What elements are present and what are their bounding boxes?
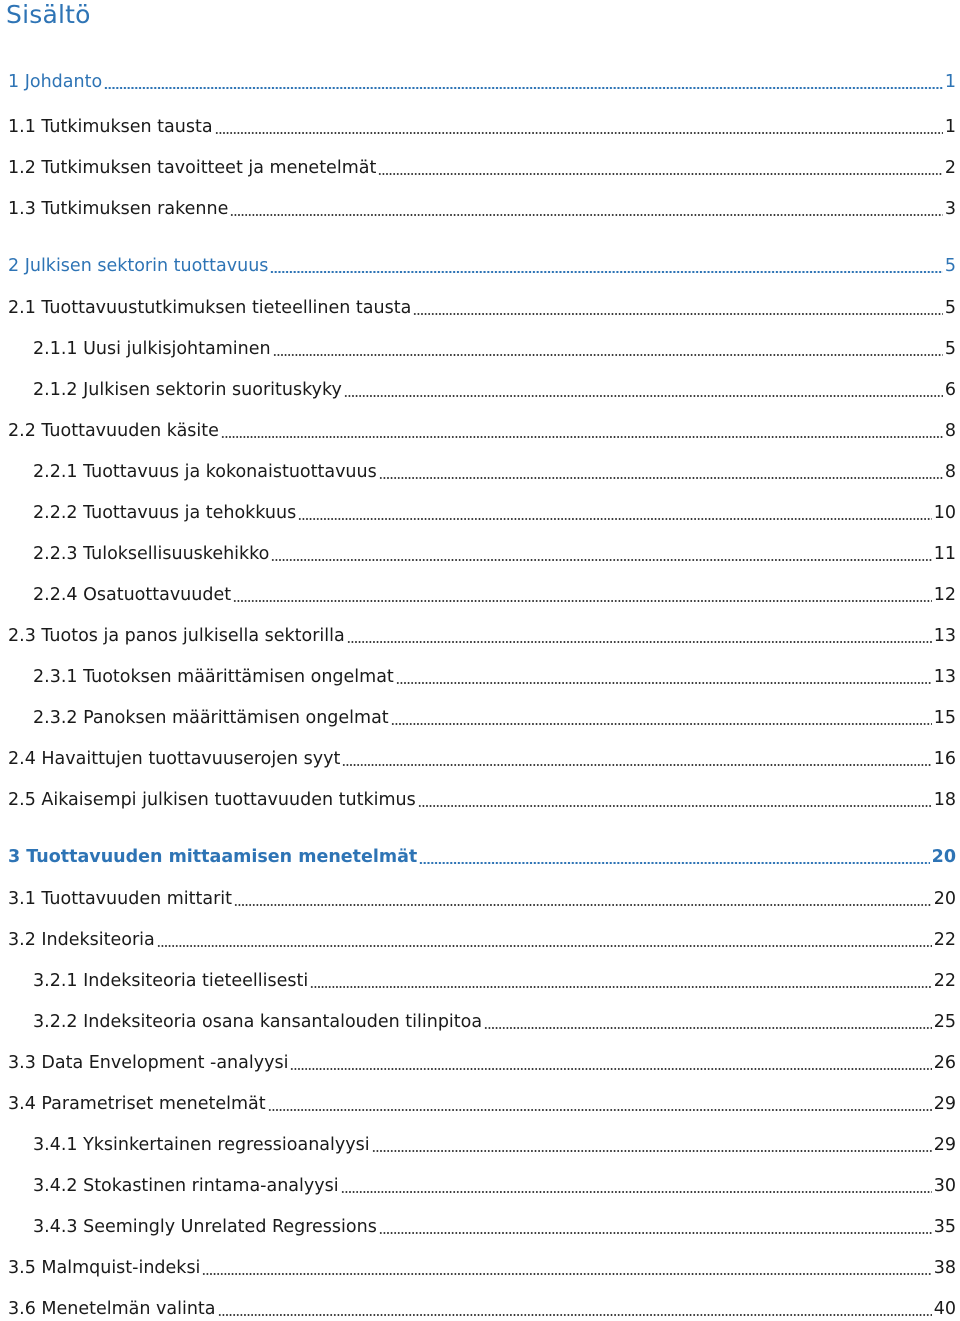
- dot-leader: [298, 518, 932, 520]
- dot-leader: [418, 805, 932, 807]
- toc-entry[interactable]: [8, 1092, 956, 1116]
- dot-leader: [271, 559, 931, 561]
- toc-entry-page-number: 5: [944, 298, 956, 318]
- toc-entry-page-number: 22: [933, 971, 956, 991]
- toc-entry-page-number: 5: [944, 256, 956, 276]
- toc-entry-label: 3 Tuottavuuden mittaamisen menetelmät: [8, 847, 418, 867]
- toc-entry-label: 3.4.2 Stokastinen rintama-analyysi: [33, 1176, 339, 1196]
- dot-leader: [270, 271, 942, 273]
- dot-leader: [419, 862, 929, 864]
- toc-entry-label: 1.3 Tutkimuksen rakenne: [8, 199, 229, 219]
- toc-entry-label: 2.1.1 Uusi julkisjohtaminen: [33, 339, 271, 359]
- toc-entry[interactable]: [8, 115, 956, 139]
- dot-leader: [484, 1027, 932, 1029]
- toc-entry[interactable]: [8, 788, 956, 812]
- toc-entry-page-number: 20: [931, 847, 956, 867]
- toc-entry[interactable]: [8, 845, 956, 869]
- dot-leader: [379, 1232, 932, 1234]
- dot-leader: [218, 1314, 932, 1316]
- toc-entry-label: 3.2.1 Indeksiteoria tieteellisesti: [33, 971, 309, 991]
- toc-entry-page-number: 16: [933, 749, 956, 769]
- toc-entry-page-number: 8: [944, 462, 956, 482]
- toc-entry-page-number: 35: [933, 1217, 956, 1237]
- toc-entry[interactable]: [33, 1133, 956, 1157]
- toc-entry-page-number: 12: [933, 585, 956, 605]
- toc-entry[interactable]: [8, 296, 956, 320]
- toc-entry[interactable]: [8, 419, 956, 443]
- toc-entry[interactable]: [33, 1174, 956, 1198]
- toc-entry-page-number: 29: [933, 1094, 956, 1114]
- toc-entry-label: 2.2.2 Tuottavuus ja tehokkuus: [33, 503, 297, 523]
- toc-entry-label: 3.4.3 Seemingly Unrelated Regressions: [33, 1217, 377, 1237]
- toc-entry[interactable]: [33, 501, 956, 525]
- toc-entry-page-number: 15: [933, 708, 956, 728]
- toc-entry-page-number: 25: [933, 1012, 956, 1032]
- toc-entry[interactable]: [33, 542, 956, 566]
- toc-entry[interactable]: [33, 337, 956, 361]
- dot-leader: [342, 764, 931, 766]
- dot-leader: [344, 395, 943, 397]
- dot-leader: [310, 986, 932, 988]
- toc-entry-label: 3.6 Menetelmän valinta: [8, 1299, 216, 1319]
- toc-entry-label: 2.3.1 Tuotoksen määrittämisen ongelmat: [33, 667, 394, 687]
- toc-entry-page-number: 38: [933, 1258, 956, 1278]
- toc-entry-page-number: 3: [944, 199, 956, 219]
- toc-entry-label: 2.2.4 Osatuottavuudet: [33, 585, 232, 605]
- toc-entry-page-number: 13: [933, 667, 956, 687]
- toc-entry[interactable]: [8, 747, 956, 771]
- toc-entry-page-number: 22: [933, 930, 956, 950]
- dot-leader: [290, 1068, 931, 1070]
- toc-entry[interactable]: [33, 460, 956, 484]
- dot-leader: [104, 87, 943, 89]
- toc-entry-label: 3.3 Data Envelopment -analyysi: [8, 1053, 289, 1073]
- dot-leader: [396, 682, 932, 684]
- toc-entry-label: 2.1 Tuottavuustutkimuksen tieteellinen tausta: [8, 298, 412, 318]
- toc-entry[interactable]: [33, 378, 956, 402]
- dot-leader: [157, 945, 932, 947]
- toc-entry-page-number: 11: [933, 544, 956, 564]
- toc-entry-label: 3.2.2 Indeksiteoria osana kansantalouden tilinpitoa: [33, 1012, 483, 1032]
- toc-entry-page-number: 20: [933, 889, 956, 909]
- toc-entry[interactable]: [8, 624, 956, 648]
- toc-entry-page-number: 10: [933, 503, 956, 523]
- dot-leader: [234, 904, 932, 906]
- dot-leader: [233, 600, 932, 602]
- toc-entry[interactable]: [8, 1256, 956, 1280]
- dot-leader: [372, 1150, 932, 1152]
- toc-entry-label: 1 Johdanto: [8, 72, 103, 92]
- dot-leader: [273, 354, 943, 356]
- toc-entry-label: 2.3.2 Panoksen määrittämisen ongelmat: [33, 708, 389, 728]
- toc-entry-page-number: 26: [933, 1053, 956, 1073]
- page-title: Sisältö: [6, 0, 91, 29]
- toc-entry-page-number: 13: [933, 626, 956, 646]
- toc-entry-label: 2.4 Havaittujen tuottavuuserojen syyt: [8, 749, 341, 769]
- dot-leader: [268, 1109, 932, 1111]
- toc-entry-label: 3.2 Indeksiteoria: [8, 930, 155, 950]
- toc-entry-page-number: 30: [933, 1176, 956, 1196]
- toc-entry-label: 3.4.1 Yksinkertainen regressioanalyysi: [33, 1135, 370, 1155]
- dot-leader: [230, 214, 943, 216]
- toc-entry-label: 2.2 Tuottavuuden käsite: [8, 421, 219, 441]
- toc-entry-page-number: 2: [944, 158, 956, 178]
- toc-entry-label: 2.1.2 Julkisen sektorin suorituskyky: [33, 380, 342, 400]
- toc-entry-label: 2.2.1 Tuottavuus ja kokonaistuottavuus: [33, 462, 377, 482]
- toc-entry-page-number: 8: [944, 421, 956, 441]
- toc-entry-label: 1.1 Tutkimuksen tausta: [8, 117, 213, 137]
- toc-entry-page-number: 5: [944, 339, 956, 359]
- toc-entry[interactable]: [33, 665, 956, 689]
- toc-entry[interactable]: [33, 583, 956, 607]
- toc-entry-page-number: 18: [933, 790, 956, 810]
- toc-entry-label: 2.3 Tuotos ja panos julkisella sektorilla: [8, 626, 345, 646]
- toc-entry-page-number: 1: [944, 117, 956, 137]
- toc-entry[interactable]: [33, 706, 956, 730]
- toc-entry[interactable]: [8, 887, 956, 911]
- toc-entry-page-number: 40: [933, 1299, 956, 1319]
- toc-entry[interactable]: [8, 1051, 956, 1075]
- toc-entry-label: 3.1 Tuottavuuden mittarit: [8, 889, 233, 909]
- toc-entry-label: 3.4 Parametriset menetelmät: [8, 1094, 266, 1114]
- toc-entry-label: 2.5 Aikaisempi julkisen tuottavuuden tutkimus: [8, 790, 416, 810]
- toc-entry[interactable]: [8, 1297, 956, 1321]
- dot-leader: [391, 723, 932, 725]
- toc-entry[interactable]: [8, 928, 956, 952]
- toc-entry[interactable]: [8, 156, 956, 180]
- toc-entry-page-number: 29: [933, 1135, 956, 1155]
- toc-entry[interactable]: [8, 197, 956, 221]
- toc-entry-label: 2.2.3 Tuloksellisuuskehikko: [33, 544, 270, 564]
- toc-entry-page-number: 1: [944, 72, 956, 92]
- toc-entry[interactable]: [33, 1010, 956, 1034]
- toc-entry-label: 2 Julkisen sektorin tuottavuus: [8, 256, 269, 276]
- toc-entry[interactable]: [33, 1215, 956, 1239]
- toc-entry-label: 1.2 Tutkimuksen tavoitteet ja menetelmät: [8, 158, 377, 178]
- toc-entry[interactable]: [8, 254, 956, 278]
- dot-leader: [341, 1191, 932, 1193]
- toc-entry[interactable]: [33, 969, 956, 993]
- dot-leader: [215, 132, 943, 134]
- dot-leader: [202, 1273, 931, 1275]
- dot-leader: [378, 173, 943, 175]
- dot-leader: [221, 436, 943, 438]
- dot-leader: [413, 313, 943, 315]
- toc-entry[interactable]: [8, 70, 956, 94]
- dot-leader: [379, 477, 943, 479]
- toc-entry-page-number: 6: [944, 380, 956, 400]
- toc-entry-label: 3.5 Malmquist-indeksi: [8, 1258, 201, 1278]
- dot-leader: [347, 641, 932, 643]
